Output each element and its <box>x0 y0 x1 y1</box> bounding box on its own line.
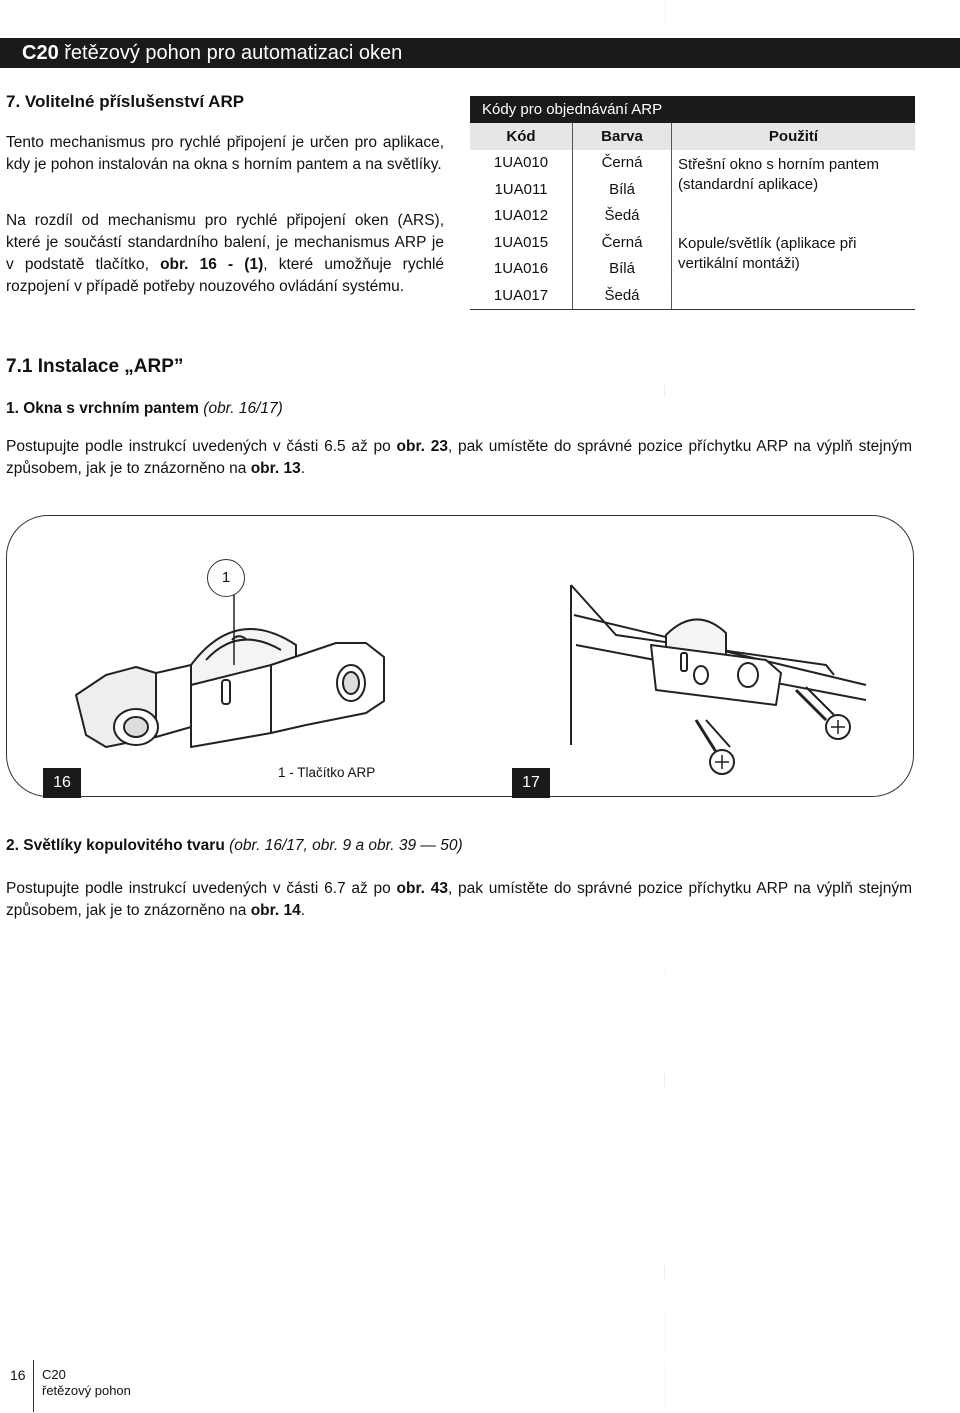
figure-17-label: 17 <box>512 768 550 798</box>
table-cell-code: 1UA012 <box>470 203 573 230</box>
p2-text: Postupujte podle instrukcí uvedených v části 6.7 až po <box>6 880 397 897</box>
p2-ref-a: obr. 43 <box>396 880 448 897</box>
table-cell-color: Šedá <box>573 203 672 230</box>
subsection-2-heading <box>6 837 463 855</box>
footer-product-name: řetězový pohon <box>42 1383 131 1398</box>
table-cell-usage-2: Kopule/světlík (aplikace při vertikální montáži) <box>672 229 916 309</box>
header-title-text: řetězový pohon pro automatizaci oken <box>64 42 403 64</box>
footer-product <box>42 1367 131 1399</box>
p2-text: , pak umístěte do správné pozice příchytku ARP na výplň stejným způsobem, jak je to znázorněno na <box>6 880 913 919</box>
section-7-paragraph-1: Tento mechanismus pro rychlé připojení je určen pro aplikace, kdy je pohon instalován na okna s horním pantem a na světlíky. <box>6 134 444 173</box>
p1-text: , pak umístěte do správné pozice příchytku ARP na výplň stejným způsobem, jak je to znázorněno na <box>6 438 913 477</box>
subsection-2-ref: (obr. 16/17, obr. 9 a obr. 39 — 50) <box>229 837 463 854</box>
figure-illustration <box>6 515 912 797</box>
subsection-2-title: 2. Světlíky kopulovitého tvaru <box>6 837 225 854</box>
table-cell-code: 1UA015 <box>470 229 573 256</box>
section-7-paragraph-2 <box>6 210 444 298</box>
table-cell-code: 1UA017 <box>470 282 573 309</box>
header-model: C20 <box>22 42 59 64</box>
arp-clip-illustration-right <box>571 585 866 774</box>
table-header-color: Barva <box>573 123 672 150</box>
para2-figure-ref: obr. 16 - (1) <box>160 256 264 273</box>
table-cell-usage-1: Střešní okno s horním pantem (standardní aplikace) <box>678 155 879 193</box>
page-header-title <box>22 42 402 65</box>
p1-text: Postupujte podle instrukcí uvedených v části 6.5 až po <box>6 438 397 455</box>
arp-clip-illustration-left <box>76 629 384 747</box>
section-7-1-heading: 7.1 Instalace „ARP” <box>6 356 184 377</box>
table-cell-color: Černá <box>573 150 672 177</box>
subsection-2-paragraph <box>6 878 912 922</box>
table-row <box>470 150 915 177</box>
table-cell-code: 1UA010 <box>470 150 573 177</box>
footer-page-number: 16 <box>10 1367 26 1383</box>
arp-order-codes-table <box>470 96 915 310</box>
footer-model-name: C20 <box>42 1367 66 1382</box>
table-cell-color: Černá <box>573 229 672 256</box>
table-header-code: Kód <box>470 123 573 150</box>
subsection-1-title: 1. Okna s vrchním pantem <box>6 400 199 417</box>
subsection-1-heading <box>6 400 283 418</box>
p1-text-end: . <box>300 460 305 477</box>
subsection-1-ref: (obr. 16/17) <box>203 400 283 417</box>
p1-ref-b: obr. 13 <box>250 460 301 477</box>
table-cell-code: 1UA016 <box>470 256 573 283</box>
table-cell-color: Bílá <box>573 176 672 203</box>
para2-text-c: , které umožňuje rychlé rozpojení v případě potřeby nouzového ovládání systému. <box>6 256 445 295</box>
section-7-heading: 7. Volitelné příslušenství ARP <box>6 92 245 111</box>
table-cell-color: Šedá <box>573 282 672 309</box>
callout-number-1: 1 <box>207 559 245 597</box>
subsection-1-paragraph <box>6 436 912 480</box>
table-header-usage: Použití <box>672 123 916 150</box>
table-caption: Kódy pro objednávání ARP <box>470 96 915 123</box>
p2-text-end: . <box>300 902 305 919</box>
p1-ref-a: obr. 23 <box>396 438 448 455</box>
figure-caption: 1 - Tlačítko ARP <box>278 765 376 780</box>
table-cell-color: Bílá <box>573 256 672 283</box>
table-row <box>470 229 915 256</box>
p2-ref-b: obr. 14 <box>250 902 301 919</box>
figure-16-label: 16 <box>43 768 81 798</box>
table-cell-code: 1UA011 <box>470 176 573 203</box>
footer-divider <box>33 1360 34 1412</box>
para2-text-a: Na rozdíl od mechanismu pro rychlé připojení oken (ARS), které je součástí standardního balení, je mechanismus ARP je v podstatě tlačítko, <box>6 212 444 273</box>
